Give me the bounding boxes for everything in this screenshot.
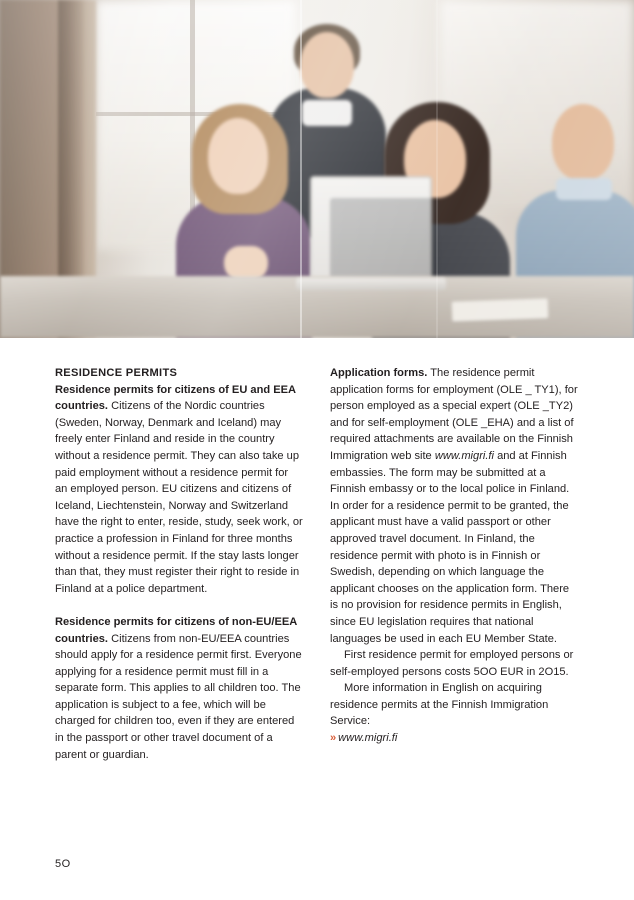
paragraph-text-part2: and at Finnish embassies. The form may be submitted at a Finnish embassy or to the local police in Finland. In order for a residence permit to be granted, the applicant must have a valid passport or other approved travel document. In Finland, the residence permit with photo is in Finnish or Swedish, depending on which language the applicant chooses on the application form. There is no provision for residence permits in English, since EU legislation requires that national languages be used in each EU Member State. (330, 449, 570, 645)
photo-laptop-display (330, 198, 438, 280)
paragraph-non-eu-eea (55, 614, 303, 763)
double-arrow-icon: » (330, 732, 336, 745)
hero-photo (0, 0, 634, 338)
migri-link-label[interactable]: www.migri.fi (338, 732, 398, 745)
column-left (55, 365, 303, 763)
photo-laptop-base (296, 278, 446, 290)
paragraph-more-information: More information in English on acquiring residence permits at the Finnish Immigration Service: (330, 682, 549, 728)
column-right (330, 365, 578, 747)
paragraph-lead: Residence permits for citizens of EU and EEA countries. (55, 383, 296, 413)
paragraph-text: Citizens of the Nordic countries (Sweden, Norway, Denmark and Iceland) may freely enter Finland and reside in the country without a residence permit. They can also take up paid employment without a residence permit for an employed person. EU citizens and citizens of Iceland, Liechtenstein, Norway and Switzerland have the right to enter, reside, study, seek work, or practice a profession in Finland for three months without a residence permit. If the stay lasts longer than that, they must register their right to reside in Finland at a police department. (55, 400, 303, 595)
paragraph-application-forms (330, 365, 578, 647)
paragraph-text: Citizens from non-EU/EEA countries should apply for a residence permit first. Everyone applying for a residence permit must fill in a separate form. This applies to all children too. The application is subject to a fee, which will be charged for children too, even if they are entered in the passport or other travel document of a parent or guardian. (55, 632, 302, 761)
paragraph-lead: Residence permits for citizens of non-EU/EEA countries. (55, 615, 297, 645)
paragraph-eu-eea (55, 382, 303, 598)
photo-scene (0, 0, 634, 338)
article-body (0, 338, 634, 900)
inline-website: www.migri.fi (434, 449, 494, 462)
photo-glass-edge (300, 0, 302, 338)
migri-link[interactable] (330, 730, 578, 747)
paragraph-permit-fee: First residence permit for employed persons or self-employed persons costs 5OO EUR in 2O15. (330, 649, 574, 678)
section-heading: RESIDENCE PERMITS (55, 367, 178, 379)
paragraph-lead: Application forms. (330, 367, 428, 379)
photo-glass-edge (436, 0, 438, 338)
photo-papers (452, 298, 549, 321)
paragraph-text-part1: The residence permit application forms for employment (OLE _ TY1), for person employed as a special expert (OLE _TY2) and for self-employment (OLE _EHA) and a list of required attachments are available on the Finnish Immigration web site (330, 367, 578, 462)
page-number: 5O (55, 858, 71, 870)
